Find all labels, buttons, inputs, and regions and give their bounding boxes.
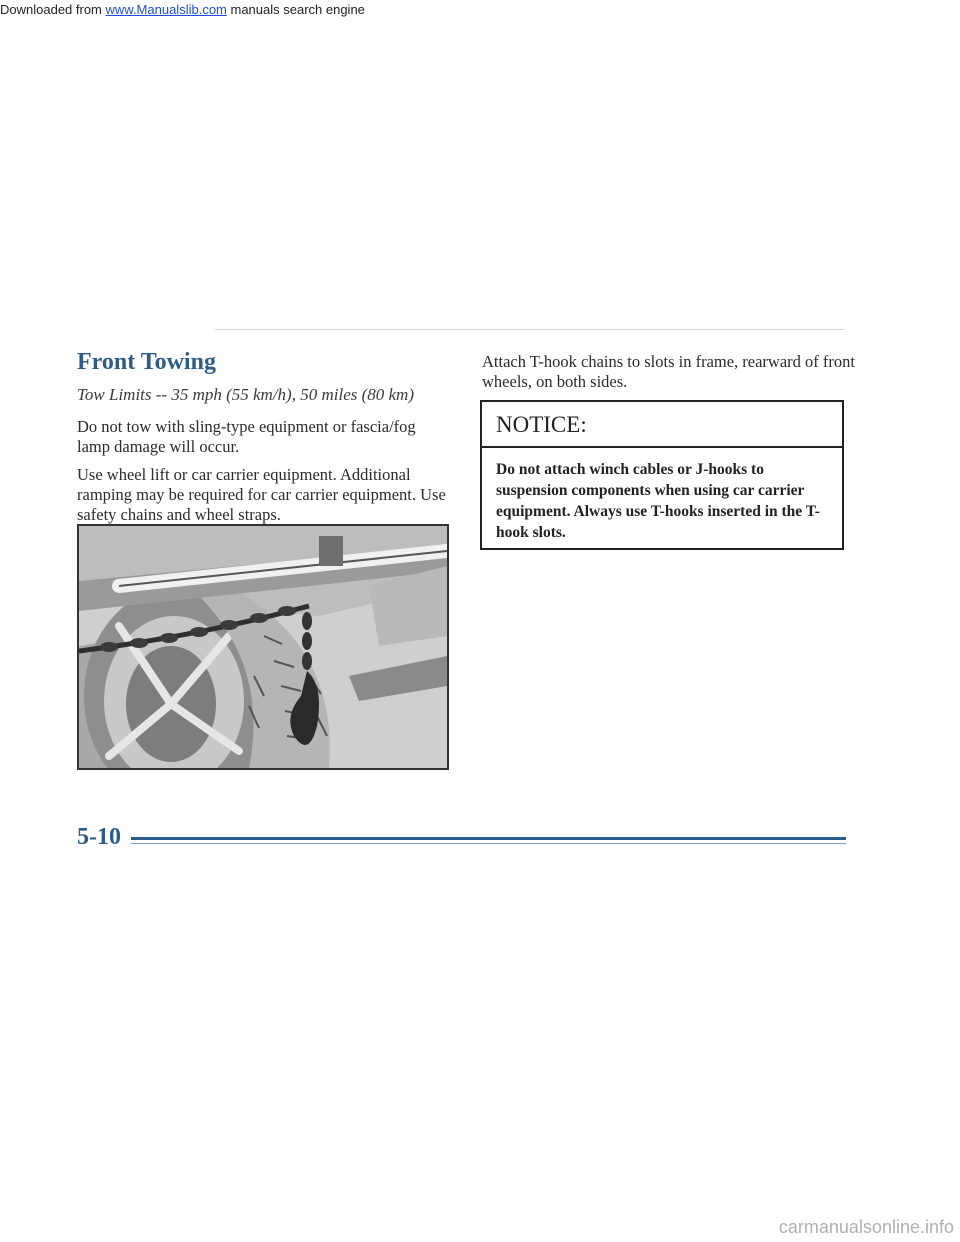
tow-limits-text: Tow Limits -- 35 mph (55 km/h), 50 miles (80 km)	[77, 385, 414, 404]
manualslib-link[interactable]: www.Manualslib.com	[105, 2, 227, 17]
watermark-prefix: Downloaded from	[0, 2, 106, 17]
towing-illustration	[77, 524, 449, 770]
site-watermark: carmanualsonline.info	[778, 1217, 954, 1237]
footer-rule	[131, 837, 846, 840]
section-heading: Front Towing	[77, 349, 216, 375]
footer-rule-thin	[131, 843, 846, 844]
paragraph-equipment: Use wheel lift or car carrier equipment. Additional ramping may be required for car carrier equipment. Use safety chains and wheel straps.	[77, 465, 446, 524]
page-number: 5-10	[77, 824, 121, 850]
paragraph-sling-warning: Do not tow with sling-type equipment or fascia/fog lamp damage will occur.	[77, 417, 416, 456]
paragraph-t-hook: Attach T-hook chains to slots in frame, rearward of front wheels, on both sides.	[482, 352, 855, 391]
wheel-chain-illustration	[79, 526, 447, 768]
notice-box	[480, 400, 844, 550]
notice-title: NOTICE:	[482, 402, 842, 448]
watermark-suffix: manuals search engine	[226, 2, 365, 17]
notice-text: Do not attach winch cables or J-hooks to suspension components when using car carrier equipment. Always use T-hooks inserted in the T-hook slots.	[496, 461, 820, 541]
download-watermark	[0, 0, 365, 20]
top-divider	[215, 329, 845, 330]
